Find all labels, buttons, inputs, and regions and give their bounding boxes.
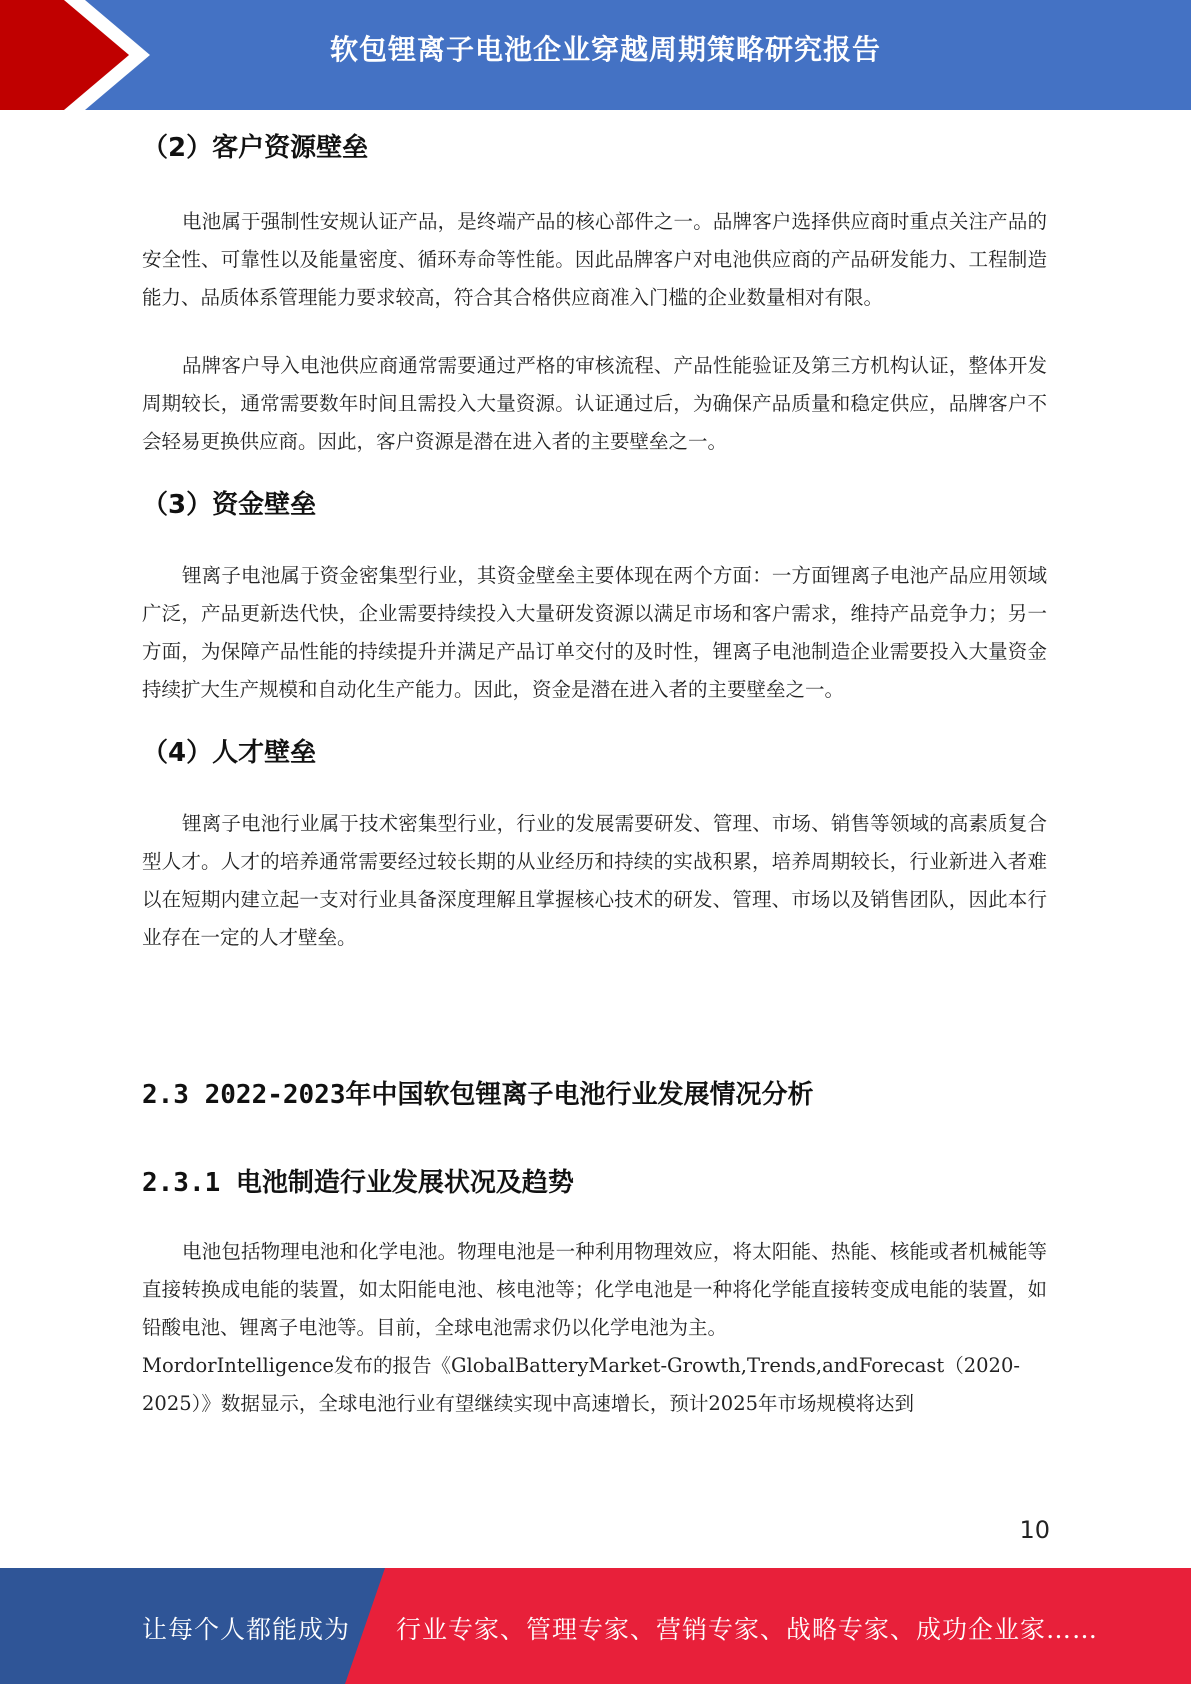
page-content [142,110,1047,1423]
paragraph: 锂离子电池行业属于技术密集型行业，行业的发展需要研发、管理、市场、销售等领域的高素质复合型人才。人才的培养通常需要经过较长期的从业经历和持续的实战积累，培养周期较长，行业新进入者难以在短期内建立起一支对行业具备深度理解且掌握核心技术的研发、管理、市场以及销售团队，因此本行业存在一定的人才壁垒。 [142,812,1047,949]
section-title-battery-trend: 2.3.1 电池制造行业发展状况及趋势 [142,1168,574,1198]
paragraph: 品牌客户导入电池供应商通常需要通过严格的审核流程、产品性能验证及第三方机构认证，整体开发周期较长，通常需要数年时间且需投入大量资源。认证通过后，为确保产品质量和稳定供应，品牌客户不会轻易更换供应商。因此，客户资源是潜在进入者的主要壁垒之一。 [142,354,1047,453]
page-number: 10 [1019,1516,1050,1544]
paragraph: MordorIntelligence发布的报告《GlobalBatteryMarket-Growth,Trends,andForecast（2020-2025）》数据显示，全球电池行业有望继续实现中高速增长，预计2025年市场规模将达到 [142,1354,1020,1415]
footer-slogan-right: 行业专家、管理专家、营销专家、战略专家、成功企业家…… [396,1615,1099,1644]
paragraph: 电池包括物理电池和化学电池。物理电池是一种利用物理效应，将太阳能、热能、核能或者机械能等直接转换成电能的装置，如太阳能电池、核电池等；化学电池是一种将化学能直接转变成电能的装置，如铅酸电池、锂离子电池等。目前，全球电池需求仍以化学电池为主。 [142,1240,1047,1339]
report-title: 软包锂离子电池企业穿越周期策略研究报告 [329,33,881,66]
footer-banner [0,1568,1191,1684]
heading-capital-barrier: （3）资金壁垒 [142,490,317,520]
header-banner [0,0,1191,110]
footer-slogan-left: 让每个人都能成为 [142,1615,351,1644]
paragraph: 锂离子电池属于资金密集型行业，其资金壁垒主要体现在两个方面：一方面锂离子电池产品应用领域广泛，产品更新迭代快，企业需要持续投入大量研发资源以满足市场和客户需求，维持产品竞争力；另一方面，为保障产品性能的持续提升并满足产品订单交付的及时性，锂离子电池制造企业需要投入大量资金持续扩大生产规模和自动化生产能力。因此，资金是潜在进入者的主要壁垒之一。 [142,564,1047,701]
section-title-industry-analysis: 2.3 2022-2023年中国软包锂离子电池行业发展情况分析 [142,1080,814,1110]
heading-talent-barrier: （4）人才壁垒 [142,738,317,768]
heading-customer-barrier: （2）客户资源壁垒 [142,133,369,163]
paragraph: 电池属于强制性安规认证产品，是终端产品的核心部件之一。品牌客户选择供应商时重点关注产品的安全性、可靠性以及能量密度、循环寿命等性能。因此品牌客户对电池供应商的产品研发能力、工程制造能力、品质体系管理能力要求较高，符合其合格供应商准入门槛的企业数量相对有限。 [142,210,1047,309]
